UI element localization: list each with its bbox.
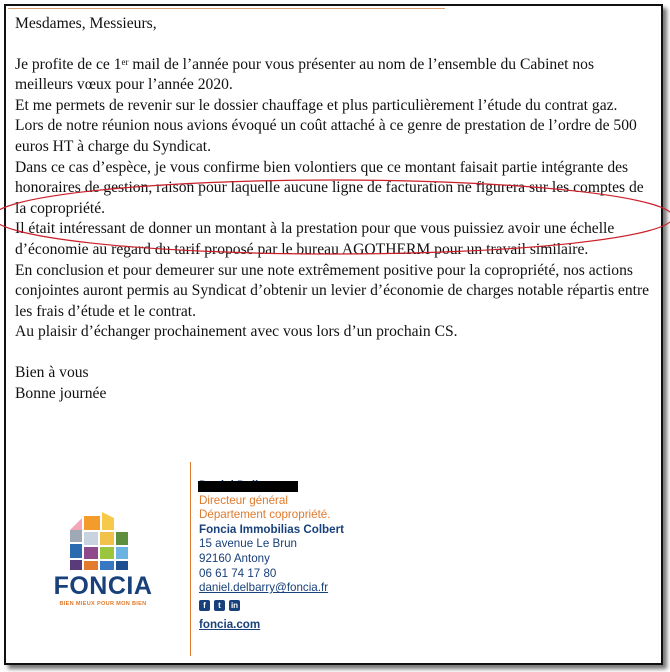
signature-title: Directeur général [199, 493, 288, 507]
facebook-icon[interactable]: f [199, 600, 210, 611]
paragraph-2: Et me permets de revenir sur le dossier chauffage et plus particulièrement l’étude du contrat gaz. [15, 96, 618, 114]
greeting: Mesdames, Messieurs, [15, 15, 157, 32]
linkedin-icon[interactable]: in [230, 600, 239, 610]
signature-divider [190, 462, 191, 656]
paragraph-7: Au plaisir d’échanger prochainement avec vous lors d’un prochain CS. [15, 323, 458, 341]
letter-body [15, 14, 655, 404]
foncia-wordmark: FONCIA [53, 572, 153, 600]
paragraph-3: Lors de notre réunion nous avions évoqué un coût attaché à ce genre de prestation de l’ordre de 500 euros HT à charge du Syndicat. [15, 117, 637, 155]
signature-department: Département copropriété. [199, 508, 331, 522]
twitter-icon[interactable]: t [214, 600, 225, 611]
closing-line-1: Bien à vous [15, 363, 89, 381]
paragraph-1: Je profite de ce 1er mail de l’année pour vous présenter au nom de l’ensemble du Cabinet nos meilleurs vœux pour l’année 2020. [15, 55, 595, 94]
paragraph-5: Il était intéressant de donner un montant à la prestation pour que vous puissiez avoir une échelle d’économie au regard du tarif proposé par le bureau AGOTHERM pour un travail similaire. [15, 220, 615, 258]
closing-line-2: Bonne journée [15, 384, 107, 402]
paragraph-4-highlighted: Dans ce cas d’espèce, je vous confirme bien volontiers que ce montant faisait partie intégrante des honoraires de gestion, raison pour laquelle aucune ligne de facturation ne figurera sur les comptes de la copropriété. [15, 158, 644, 217]
signature-company: Foncia Immobilias Colbert [199, 522, 344, 536]
signature-street: 15 avenue Le Brun [199, 537, 297, 551]
header-rule [8, 8, 445, 9]
signature-email-link[interactable]: daniel.delbarry@foncia.fr [199, 581, 329, 595]
website-link[interactable]: foncia.com [199, 617, 261, 631]
redaction-bar [198, 481, 298, 492]
social-icons [199, 600, 459, 614]
email-signature [199, 479, 459, 632]
paragraph-6: En conclusion et pour demeurer sur une note extrêmement positive pour la copropriété, nos actions conjointes auront permis au Syndicat d’obtenir un levier d’économie de charges notable répartis entre les frais d’étude et le contrat. [15, 261, 650, 320]
foncia-tagline: BIEN MIEUX POUR MON BIEN [59, 601, 147, 607]
signature-city: 92160 Antony [199, 551, 270, 565]
signature-phone: 06 61 74 17 80 [199, 566, 277, 580]
